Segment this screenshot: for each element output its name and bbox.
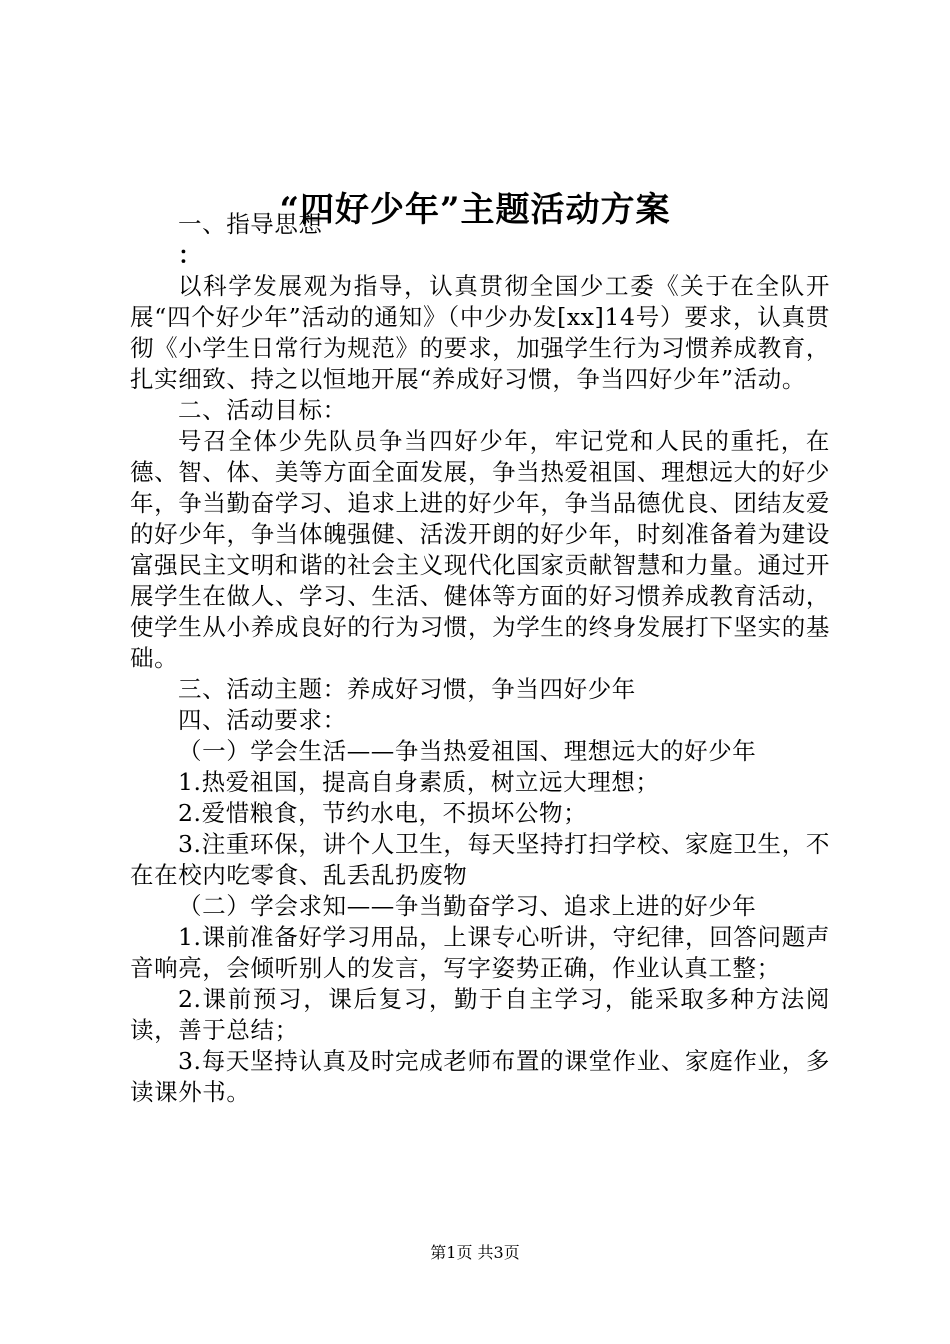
subsection-heading-learn-life: （一）学会生活——争当热爱祖国、理想远大的好少年 [178,737,757,765]
list-item: 3.注重环保，讲个人卫生，每天坚持打扫学校、家庭卫生，不在在校内吃零食、乱丢乱扔废物 [130,830,830,889]
list-item: 1.课前准备好学习用品，上课专心听讲，守纪律，回答问题声音响亮，会倾听别人的发言，写字姿势正确，作业认真工整； [130,923,830,982]
section-heading-guiding-ideology: 一、指导思想 [178,210,323,238]
section-heading-activity-theme: 三、活动主题：养成好习惯，争当四好少年 [178,675,636,703]
list-item: 1.热爱祖国，提高自身素质，树立远大理想； [178,768,660,796]
stray-colon: ： [178,241,203,269]
document-body [130,209,830,1108]
list-item: 2.课前预习，课后复习，勤于自主学习，能采取多种方法阅读，善于总结； [130,985,830,1044]
list-item: 2.爱惜粮食，节约水电，不损坏公物； [178,799,588,827]
section-heading-activity-goals: 二、活动目标： [178,396,347,424]
list-item: 3.每天坚持认真及时完成老师布置的课堂作业、家庭作业，多读课外书。 [130,1047,830,1106]
paragraph-activity-goals: 号召全体少先队员争当四好少年，牢记党和人民的重托，在德、智、体、美等方面全面发展，争当热爱祖国、理想远大的好少年，争当勤奋学习、追求上进的好少年，争当品德优良、团结友爱的好少年，争当体魄强健、活泼开朗的好少年，时刻准备着为建设富强民主文明和谐的社会主义现代化国家贡献智慧和力量。通过开展学生在做人、学习、生活、健体等方面的好习惯养成教育活动，使学生从小养成良好的行为习惯，为学生的终身发展打下坚实的基础。 [130,427,830,672]
page-number-footer: 第1页 共3页 [430,1243,520,1262]
paragraph-guiding-ideology: 以科学发展观为指导，认真贯彻全国少工委《关于在全队开展“四个好少年”活动的通知》（中少办发[xx]14号）要求，认真贯彻《小学生日常行为规范》的要求，加强学生行为习惯养成教育，扎实细致、持之以恒地开展“养成好习惯，争当四好少年”活动。 [130,272,830,393]
section-heading-activity-requirements: 四、活动要求： [178,706,347,734]
document-title: “四好少年”主题活动方案 [279,190,671,230]
subsection-heading-learn-knowledge: （二）学会求知——争当勤奋学习、追求上进的好少年 [178,892,757,920]
